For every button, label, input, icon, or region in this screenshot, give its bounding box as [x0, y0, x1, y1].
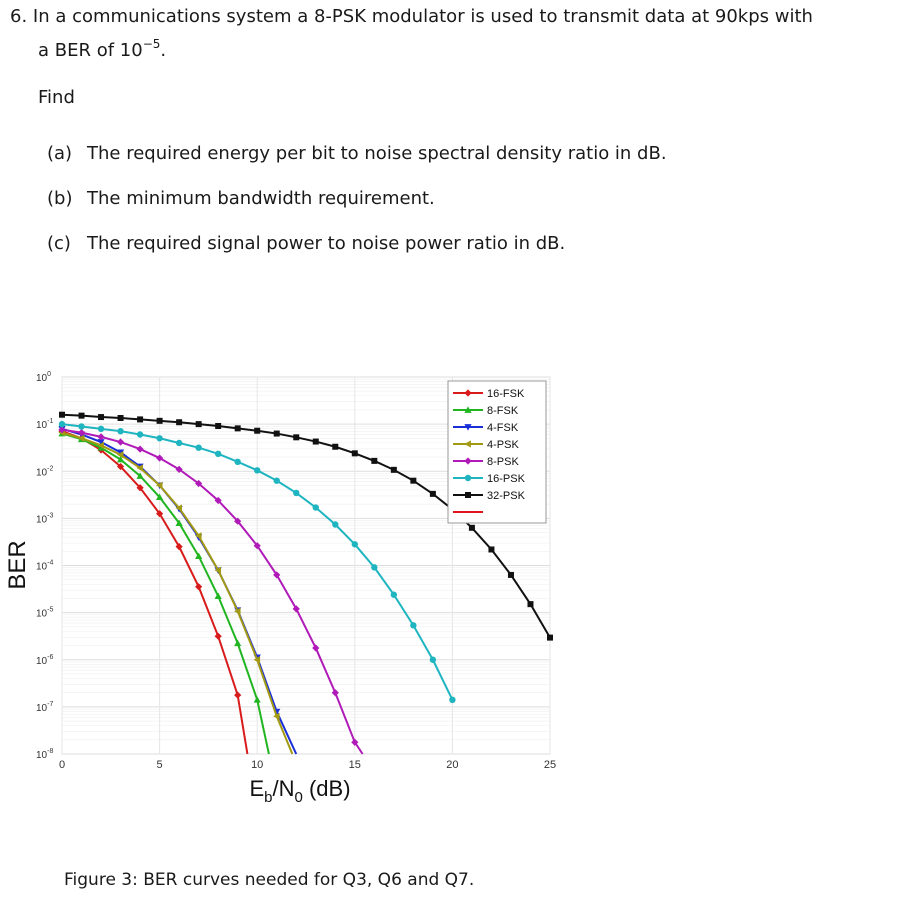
part-c	[47, 233, 565, 254]
x-tick-label: 25	[543, 759, 557, 771]
y-tick-label	[36, 748, 53, 761]
data-point	[508, 572, 514, 578]
y-tick-label	[36, 654, 53, 667]
y-tick-exponent: -2	[47, 465, 54, 473]
data-point	[196, 421, 202, 427]
data-point	[430, 657, 436, 663]
data-point	[59, 421, 65, 427]
data-point	[274, 431, 280, 437]
ber-period: .	[160, 40, 167, 61]
part-a	[47, 143, 667, 164]
data-point	[430, 491, 436, 497]
y-tick-label	[36, 560, 53, 573]
y-tick-base: 10	[36, 655, 48, 667]
data-point	[352, 541, 358, 547]
legend-label: 4-FSK	[487, 422, 519, 434]
x-tick-label: 5	[156, 759, 163, 771]
y-tick-base: 10	[36, 467, 48, 479]
data-point	[78, 423, 84, 429]
data-point	[117, 428, 123, 434]
data-point	[156, 435, 162, 441]
x-axis-label-n: /N	[272, 776, 295, 801]
data-point	[371, 458, 377, 464]
data-point	[59, 412, 65, 418]
ber-prefix: a BER of 10	[38, 40, 143, 61]
y-tick-base: 10	[36, 561, 48, 573]
question-line-1	[10, 6, 813, 27]
x-tick-label: 15	[348, 759, 361, 771]
part-a-label: (a)	[47, 143, 73, 164]
data-point	[234, 459, 240, 465]
data-point	[332, 444, 338, 450]
data-point	[469, 525, 475, 531]
y-tick-base: 10	[36, 750, 48, 761]
y-tick-exponent: -3	[47, 512, 54, 520]
data-point	[274, 477, 280, 483]
data-point	[215, 451, 221, 457]
data-point	[313, 439, 319, 445]
data-point	[195, 444, 201, 450]
part-b-label: (b)	[47, 188, 73, 209]
y-tick-base: 10	[36, 608, 48, 620]
legend-label: 8-FSK	[487, 405, 519, 417]
legend	[448, 381, 546, 523]
x-tick-labels	[59, 759, 556, 771]
data-point	[352, 450, 358, 456]
data-point	[313, 504, 319, 510]
x-axis-label-b: b	[264, 789, 273, 806]
y-axis-label: BER	[4, 540, 31, 590]
data-point	[254, 428, 260, 434]
part-c-label: (c)	[47, 233, 71, 254]
y-tick-label	[36, 701, 53, 714]
y-tick-exponent: -1	[47, 418, 54, 426]
data-point	[391, 467, 397, 473]
y-tick-exponent: -6	[47, 653, 54, 661]
data-point	[137, 431, 143, 437]
question-line-2	[38, 37, 167, 61]
data-point	[79, 413, 85, 419]
data-point	[449, 697, 455, 703]
data-point	[98, 426, 104, 432]
data-point	[410, 478, 416, 484]
data-point	[488, 546, 494, 552]
y-tick-exponent: -4	[47, 559, 54, 567]
y-tick-base: 10	[36, 514, 48, 526]
data-point	[547, 635, 553, 641]
y-tick-exponent: -5	[47, 606, 54, 614]
data-point	[215, 423, 221, 429]
part-a-text: The required energy per bit to noise spectral density ratio in dB.	[87, 143, 667, 164]
y-tick-exponent: 0	[47, 371, 52, 378]
y-tick-label	[36, 371, 51, 384]
legend-label: 8-PSK	[487, 456, 519, 468]
x-tick-label: 0	[58, 759, 66, 771]
y-tick-label	[36, 607, 53, 620]
part-b	[47, 188, 435, 209]
y-tick-exponent: -7	[47, 700, 54, 708]
x-axis-label-0: 0	[294, 789, 303, 806]
y-tick-base: 10	[36, 420, 48, 432]
find-label: Find	[38, 87, 75, 108]
question-text-line1: In a communications system a 8-PSK modulator is used to transmit data at 90kps with	[32, 6, 813, 27]
y-tick-labels	[36, 371, 53, 761]
legend-label: 16-PSK	[487, 473, 525, 485]
part-c-text: The required signal power to noise power ratio in dB.	[87, 233, 566, 254]
data-point	[527, 601, 533, 607]
data-point	[176, 440, 182, 446]
data-point	[176, 419, 182, 425]
x-axis-label	[249, 776, 350, 806]
data-point	[371, 564, 377, 570]
data-point	[157, 418, 163, 424]
data-point	[465, 492, 471, 498]
data-point	[332, 521, 338, 527]
y-tick-base: 10	[36, 702, 48, 714]
x-axis-label-e: E	[249, 776, 265, 801]
data-point	[235, 425, 241, 431]
x-tick-label: 10	[251, 759, 264, 771]
data-point	[118, 415, 124, 421]
y-tick-label	[36, 512, 53, 525]
legend-label: 4-PSK	[487, 439, 519, 451]
figure-caption: Figure 3: BER curves needed for Q3, Q6 and Q7.	[64, 870, 475, 890]
y-tick-label	[36, 418, 53, 431]
legend-label: 32-PSK	[487, 490, 525, 502]
x-axis-label-db: (dB)	[302, 776, 351, 801]
data-point	[391, 592, 397, 598]
question-number: 6.	[10, 6, 28, 27]
data-point	[254, 467, 260, 473]
ber-chart	[0, 355, 620, 815]
data-point	[293, 434, 299, 440]
data-point	[465, 475, 471, 481]
data-point	[137, 416, 143, 422]
y-tick-exponent: -8	[47, 748, 54, 755]
x-tick-label: 20	[446, 759, 459, 771]
part-b-text: The minimum bandwidth requirement.	[87, 188, 435, 209]
y-tick-base: 10	[36, 373, 48, 384]
data-point	[410, 622, 416, 628]
legend-label: 16-FSK	[487, 388, 525, 400]
ber-exponent: −5	[142, 37, 161, 51]
data-point	[98, 414, 104, 420]
y-tick-label	[36, 465, 53, 478]
data-point	[293, 490, 299, 496]
